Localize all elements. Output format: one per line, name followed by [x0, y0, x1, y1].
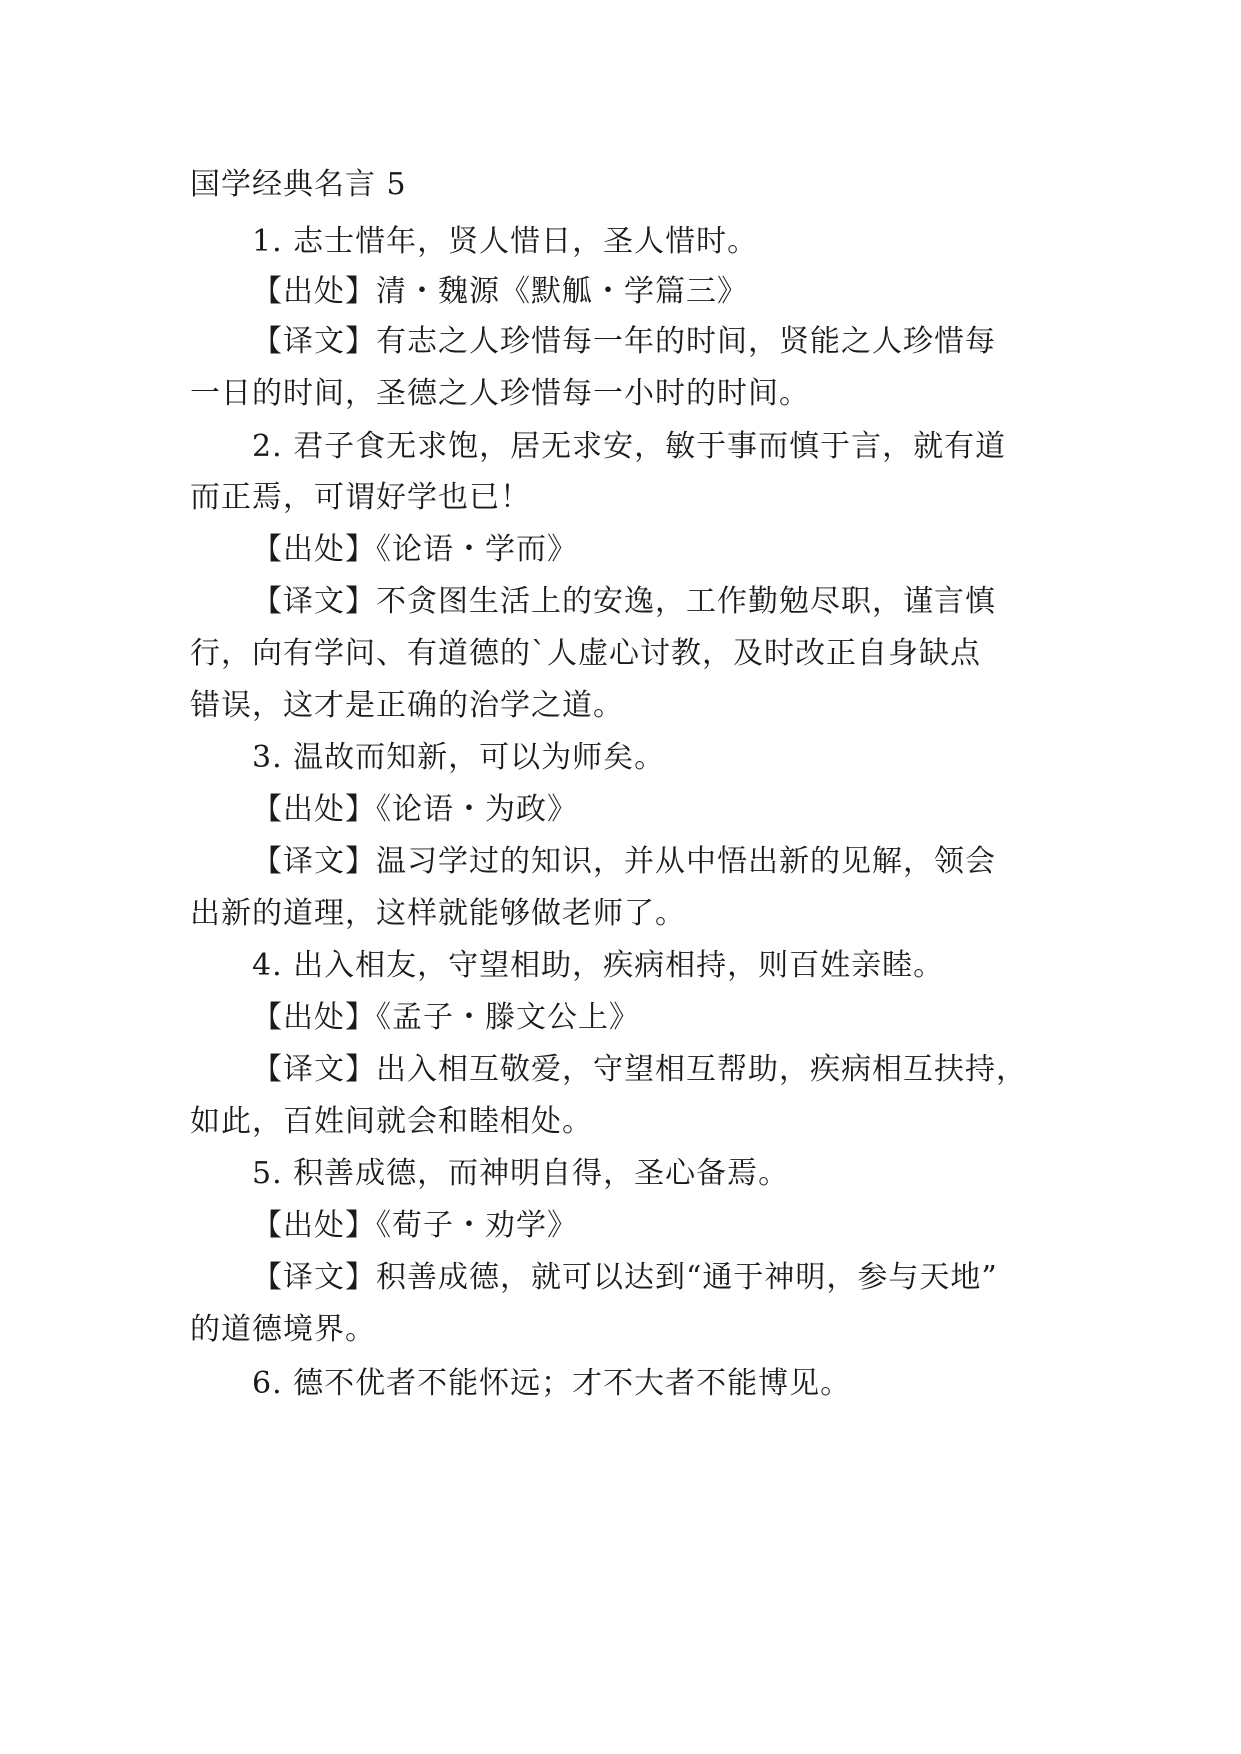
- source-1: 【出处】清・魏源《默觚・学篇三》: [252, 274, 748, 309]
- quote-1: 1. 志士惜年，贤人惜日，圣人惜时。: [252, 224, 759, 259]
- quote-5: 5. 积善成德，而神明自得，圣心备焉。: [252, 1156, 790, 1191]
- translation-2: 【译文】不贪图生活上的安逸，工作勤勉尽职，谨言慎: [252, 584, 996, 619]
- translation-4: 【译文】出入相互敬爱，守望相互帮助，疾病相互扶持，: [252, 1052, 1027, 1087]
- translation-2-cont-1: 行，向有学问、有道德的`人虚心讨教，及时改正自身缺点: [190, 636, 981, 671]
- source-5: 【出处】《荀子・劝学》: [252, 1208, 578, 1243]
- quote-6: 6. 德不优者不能怀远；才不大者不能博见。: [252, 1366, 852, 1401]
- translation-3-cont: 出新的道理，这样就能够做老师了。: [190, 896, 686, 931]
- quote-2: 2. 君子食无求饱，居无求安，敏于事而慎于言，就有道: [252, 429, 1007, 464]
- translation-5: 【译文】积善成德，就可以达到“通于神明，参与天地”: [252, 1260, 998, 1295]
- source-4: 【出处】《孟子・滕文公上》: [252, 1000, 640, 1035]
- quote-2-cont: 而正焉，可谓好学也已！: [190, 480, 531, 515]
- translation-1-cont: 一日的时间，圣德之人珍惜每一小时的时间。: [190, 376, 810, 411]
- translation-1: 【译文】有志之人珍惜每一年的时间，贤能之人珍惜每: [252, 324, 996, 359]
- translation-2-cont-2: 错误，这才是正确的治学之道。: [190, 688, 624, 723]
- translation-3: 【译文】温习学过的知识，并从中悟出新的见解，领会: [252, 844, 996, 879]
- translation-4-cont: 如此，百姓间就会和睦相处。: [190, 1104, 593, 1139]
- quote-3: 3. 温故而知新，可以为师矣。: [252, 740, 666, 775]
- quote-4: 4. 出入相友，守望相助，疾病相持，则百姓亲睦。: [252, 948, 945, 983]
- page-title: 国学经典名言 5: [190, 167, 407, 202]
- source-2: 【出处】《论语・学而》: [252, 532, 578, 567]
- translation-5-cont: 的道德境界。: [190, 1312, 376, 1347]
- source-3: 【出处】《论语・为政》: [252, 792, 578, 827]
